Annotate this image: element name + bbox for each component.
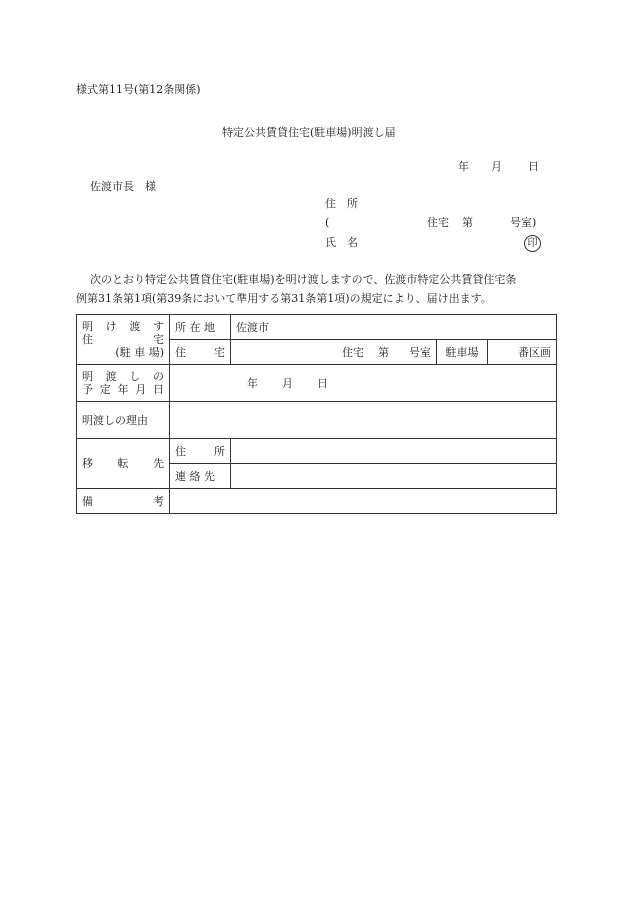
notification-form-table (76, 314, 557, 514)
parking-value-cell: 番区画 (488, 340, 557, 365)
date-year: 年 (458, 160, 469, 173)
applicant-address-label: 住 所 (325, 197, 358, 210)
destination-address-label-cell: 住 所 (170, 439, 231, 464)
destination-contact-label-cell: 連 絡 先 (170, 464, 231, 489)
applicant-unit-goshitsu: 号室) (510, 216, 537, 229)
destination-label-cell: 移 転 先 (77, 439, 170, 489)
destination-contact-value-cell (231, 464, 557, 489)
destination-address-value-cell (231, 439, 557, 464)
date-day: 日 (528, 160, 539, 173)
body-text-line-2: 例第31条第1項(第39条において準用する第31条第1項)の規定により、届け出ます。 (76, 292, 492, 305)
date-month: 月 (491, 160, 502, 173)
parking-paren-label: (駐 車 場) (115, 346, 164, 359)
parking-label-cell: 駐車場 (437, 340, 488, 365)
form-number: 様式第11号(第12条関係) (76, 83, 201, 96)
seal-mark: 印 (524, 235, 541, 252)
schedule-label-cell: 明 渡 し の 予 定 年 月 日 (77, 365, 170, 402)
jutaku-label: 住 宅 (82, 333, 164, 346)
addressee: 佐渡市長 様 (90, 180, 156, 193)
applicant-name-label: 氏 名 (325, 236, 358, 249)
target-label-cell (77, 315, 170, 365)
house-label-cell: 住 宅 (170, 340, 231, 365)
location-value-cell: 佐渡市 (231, 315, 557, 340)
location-label-cell: 所 在 地 (170, 315, 231, 340)
schedule-value-cell: 年 月 日 (170, 365, 557, 402)
applicant-unit-dai: 第 (462, 216, 473, 229)
house-value-cell: 住宅 第 号室 (231, 340, 437, 365)
applicant-unit-open: ( (325, 216, 330, 229)
document-title: 特定公共賃貸住宅(駐車場)明渡し届 (222, 126, 396, 139)
reason-value-cell (170, 402, 557, 439)
akewatasu-label: 明 け 渡 す (82, 320, 164, 333)
remarks-label-cell: 備 考 (77, 489, 170, 514)
remarks-value-cell (170, 489, 557, 514)
applicant-unit-jutaku: 住宅 (427, 216, 449, 229)
body-text-line-1: 次のとおり特定公共賃貸住宅(駐車場)を明け渡しますので、佐渡市特定公共賃貸住宅条 (90, 273, 517, 286)
reason-label-cell: 明渡しの理由 (77, 402, 170, 439)
